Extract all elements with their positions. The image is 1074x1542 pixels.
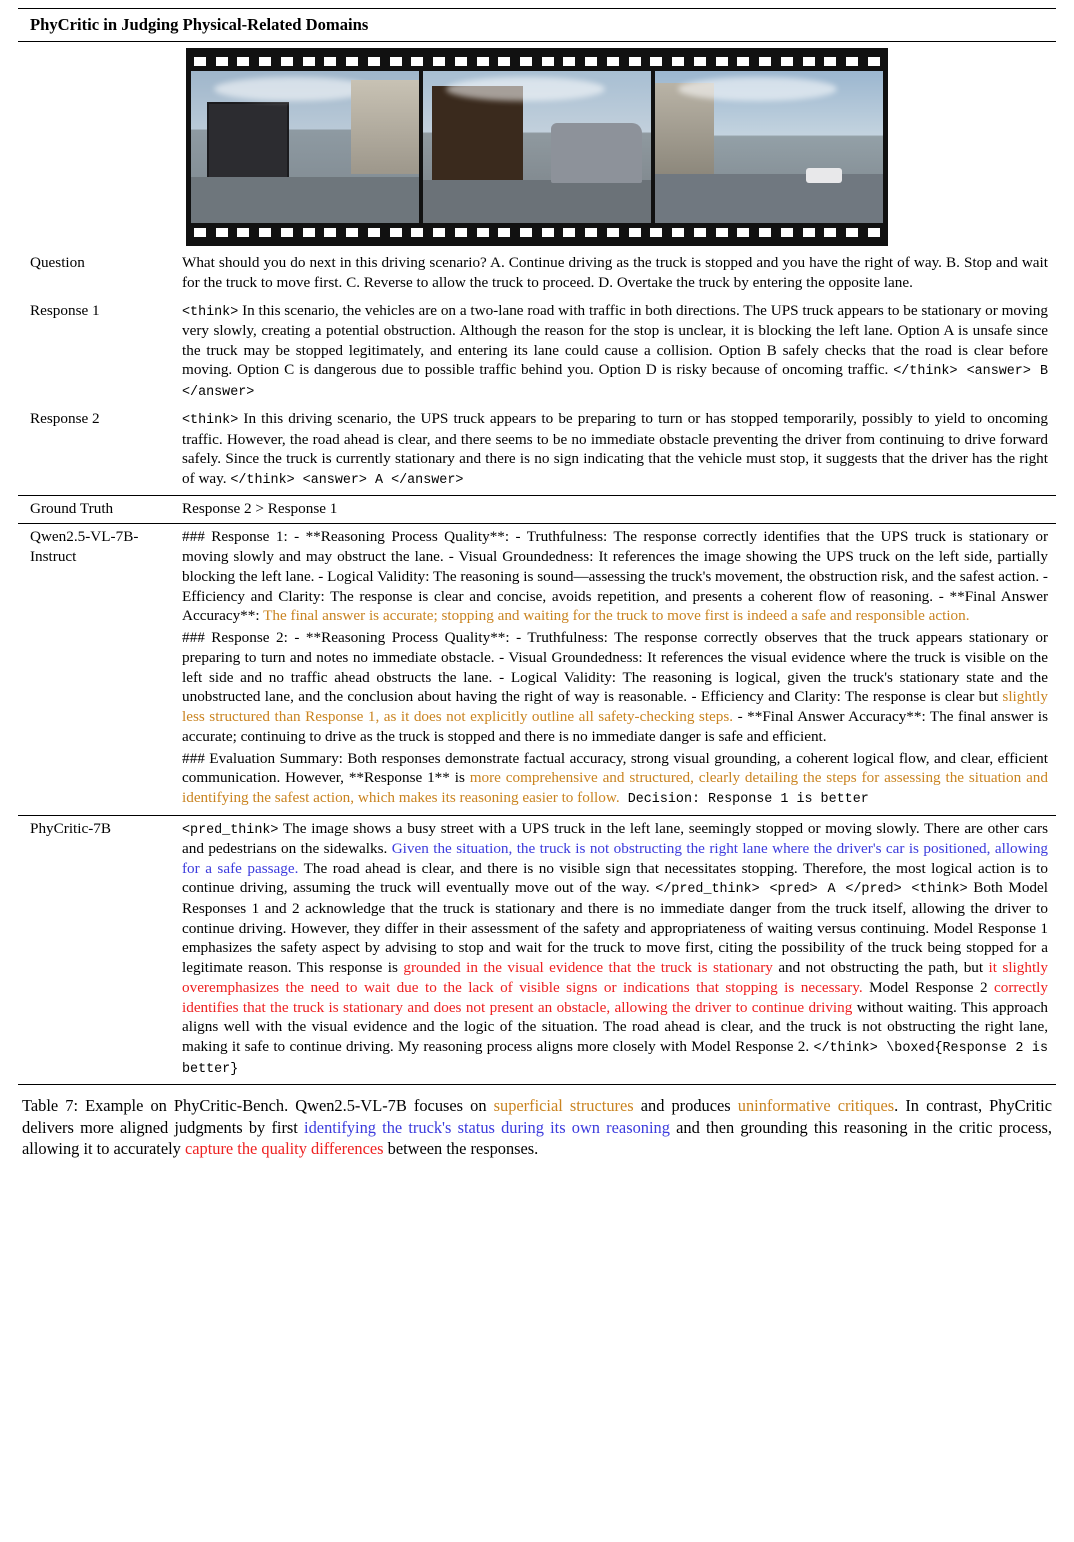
filmstrip-perforations-top xyxy=(191,57,883,66)
table-body-phycritic xyxy=(18,816,1056,1084)
text-span: The final answer is accurate; stopping and waiting for the truck to move first is indeed a safe and responsible action. xyxy=(263,607,970,625)
row-content-ground-truth: Response 2 > Response 1 xyxy=(182,499,338,517)
text-span: it slightly overemphasizes the need to wait due to the lack of visible signs or indications that stopping is necessary. xyxy=(182,959,1048,996)
paragraph xyxy=(182,527,1048,626)
text-span: uninformative critiques xyxy=(737,1095,895,1115)
filmstrip-frames xyxy=(191,71,883,223)
text-span: grounded in the visual evidence that the truck is stationary xyxy=(403,959,773,977)
text-span: capture the quality differences xyxy=(184,1139,384,1159)
table-body xyxy=(18,250,1056,495)
text-span: and produces xyxy=(633,1095,738,1115)
dashcam-frame-1-image xyxy=(191,71,419,223)
text-span: superficial structures xyxy=(493,1095,634,1115)
text-span: Model Response 2 xyxy=(862,978,995,996)
text-span: <pred_think> xyxy=(182,822,279,838)
row-label-phycritic: PhyCritic-7B xyxy=(30,819,112,837)
text-span: Given the situation, the truck is not obstructing the right lane where the driver's car is positioned, allowing for a safe passage. xyxy=(182,839,1049,877)
dashcam-filmstrip xyxy=(18,42,1056,250)
text-span: correctly identifies that the truck is stationary and does not present an obstacle, allowing the driver to continue driving xyxy=(182,978,1048,1016)
text-span: slightly less structured than Response 1, as it does not explicitly outline all safety-checking steps. xyxy=(182,688,1048,726)
text-span: </think> \boxed{Response 2 is better} xyxy=(182,1041,1048,1077)
text-span: - **Final Answer Accuracy**: The final answer is accurate; continuing to drive as the truck is stopped and there is no immediate danger is safe and efficient. xyxy=(182,708,1048,745)
table-row-qwen xyxy=(18,524,1056,814)
table-row-question xyxy=(18,250,1056,298)
dashcam-frame-3-image xyxy=(655,71,883,223)
table-body-qwen xyxy=(18,524,1056,814)
table-row-response-1 xyxy=(18,298,1056,407)
row-content-qwen xyxy=(182,524,1056,814)
text-span: Decision: Response 1 is better xyxy=(619,792,869,808)
text-span: </pred_think> <pred> A </pred> <think> xyxy=(655,882,968,898)
row-content-response-1 xyxy=(182,298,1056,407)
row-label-response-2: Response 2 xyxy=(30,410,100,428)
table-row-response-2 xyxy=(18,406,1056,494)
table-title: PhyCritic in Judging Physical-Related Domains xyxy=(30,15,369,34)
row-label-qwen: Qwen2.5-VL-7B-Instruct xyxy=(30,528,139,566)
text-span: </think> <answer> B </answer> xyxy=(182,364,1049,400)
table-row-phycritic xyxy=(18,816,1056,1084)
text-span: between the responses. xyxy=(383,1139,539,1159)
table-body-ground-truth xyxy=(18,496,1056,524)
row-label-response-1: Response 1 xyxy=(30,301,100,319)
table-row-ground-truth xyxy=(18,496,1056,524)
text-span: In this driving scenario, the UPS truck appears to be preparing to turn or has stopped temporarily, possibly to yield to oncoming traffic. However, the road ahead is clear, and there seems to be no immediate obstacle preventing the driver from continuing to drive forward safely. Since the truck is currently stationary and there is no sign indicating that the vehicle must stop, it suggests that the driver has the right of way. xyxy=(182,410,1048,488)
text-span: and not obstructing the path, but xyxy=(772,959,989,977)
filmstrip-body xyxy=(186,48,888,246)
text-span: ### Response 2: - **Reasoning Process Quality**: - Truthfulness: The response correctly observes that the truck appears stationary or preparing to turn and notes no immediate obstacle. - Visual Groundedness: It references the visual evidence where the truck is visible on the left side and no traffic ahead obstructs the lane. - Logical Validity: The reasoning is logical, given the truck's stationary state and the unobstructed lane, and the conclusion about having the right of way is reasonable. - Efficiency and Clarity: The response is clear but xyxy=(182,629,1048,706)
text-span: <think> xyxy=(182,413,239,429)
text-span: In this scenario, the vehicles are on a two-lane road with traffic in both directions. The UPS truck appears to be stationary or moving very slowly, creating a potential obstruction. Although the reason for the stop is unclear, it is blocking the left lane. Option A is unsafe since the truck may be stopped legitimately, and entering its lane could cause a collision. Option B safely checks that the road is clear before moving. Option C is dangerous due to possible traffic behind you. Option D is risky because of oncoming traffic. xyxy=(182,301,1048,379)
row-content-phycritic xyxy=(182,816,1056,1084)
text-span: <think> xyxy=(182,304,239,320)
row-label-ground-truth: Ground Truth xyxy=(30,499,114,517)
paragraph xyxy=(182,819,1048,1078)
text-span: ### Evaluation Summary: Both responses demonstrate factual accuracy, strong visual grounding, a coherent logical flow, and clear, efficient communication. However, **Response 1** is xyxy=(182,749,1048,787)
text-span: without waiting. This approach aligns well with the visual evidence and the logic of the situation. The road ahead is clear, and the truck is not obstructing the right lane, making it safe to continue driving. My reasoning process aligns more closely with Model Response 2. xyxy=(182,998,1048,1056)
text-span: ### Response 1: - **Reasoning Process Quality**: - Truthfulness: The response correctly identifies that the UPS truck is stationary or moving slowly and may obstruct the lane. - Visual Groundedness: It references the image showing the UPS truck on the left side, partially blocking the left lane. - Logical Validity: The reasoning is sound—assessing the truck's movement, the obstruction risk, and the safest action. - Efficiency and Clarity: The response is clear and concise, avoids repetition, and presents a coherent flow of reasoning. - **Final Answer Accuracy**: xyxy=(182,528,1048,625)
dashcam-frame-2-image xyxy=(423,71,651,223)
text-span: . In contrast, PhyCritic delivers more aligned judgments by first xyxy=(22,1095,1052,1137)
paragraph xyxy=(182,628,1048,747)
filmstrip-perforations-bottom xyxy=(191,228,883,237)
text-span: and then grounding this reasoning in the critic process, allowing it to accurately xyxy=(22,1117,1052,1159)
text-span: Table 7: Example on PhyCritic-Bench. Qwen2.5-VL-7B focuses on xyxy=(22,1095,494,1115)
row-content-question: What should you do next in this driving scenario? A. Continue driving as the truck is stopped and you have the right of way. B. Stop and wait for the truck to move first. C. Reverse to allow the truck to proceed. D. Overtake the truck by entering the opposite lane. xyxy=(182,254,1048,291)
text-span: Both Model Responses 1 and 2 acknowledge that the truck is stationary and there is no immediate danger from the truck itself, allowing the driver to continue driving. However, they differ in their assessment of the safety and appropriateness of waiting versus continuing. Model Response 1 emphasizes the safety aspect by advising to stop and wait for the truck to move first, citing the possibility of the truck being stopped for a legitimate reason. This response is xyxy=(182,879,1048,977)
table-caption xyxy=(18,1095,1056,1160)
text-span: </think> <answer> A </answer> xyxy=(230,473,464,489)
row-content-response-2 xyxy=(182,406,1056,494)
text-span: more comprehensive and structured, clearly detailing the steps for assessing the situation and identifying the safest action, which makes its reasoning easier to follow. xyxy=(182,769,1048,807)
row-label-question: Question xyxy=(30,254,85,271)
text-span: The road ahead is clear, and there is no visible sign that necessitates stopping. Therefore, the most logical action is to continue driving, assuming the truck will eventually move out of the way. xyxy=(182,859,1048,897)
text-span: identifying the truck's status during its own reasoning xyxy=(304,1117,670,1137)
paragraph xyxy=(182,749,1048,809)
text-span: The image shows a busy street with a UPS truck in the left lane, seemingly stopped or moving slowly. There are other cars and pedestrians on the sidewalks. xyxy=(182,819,1048,857)
